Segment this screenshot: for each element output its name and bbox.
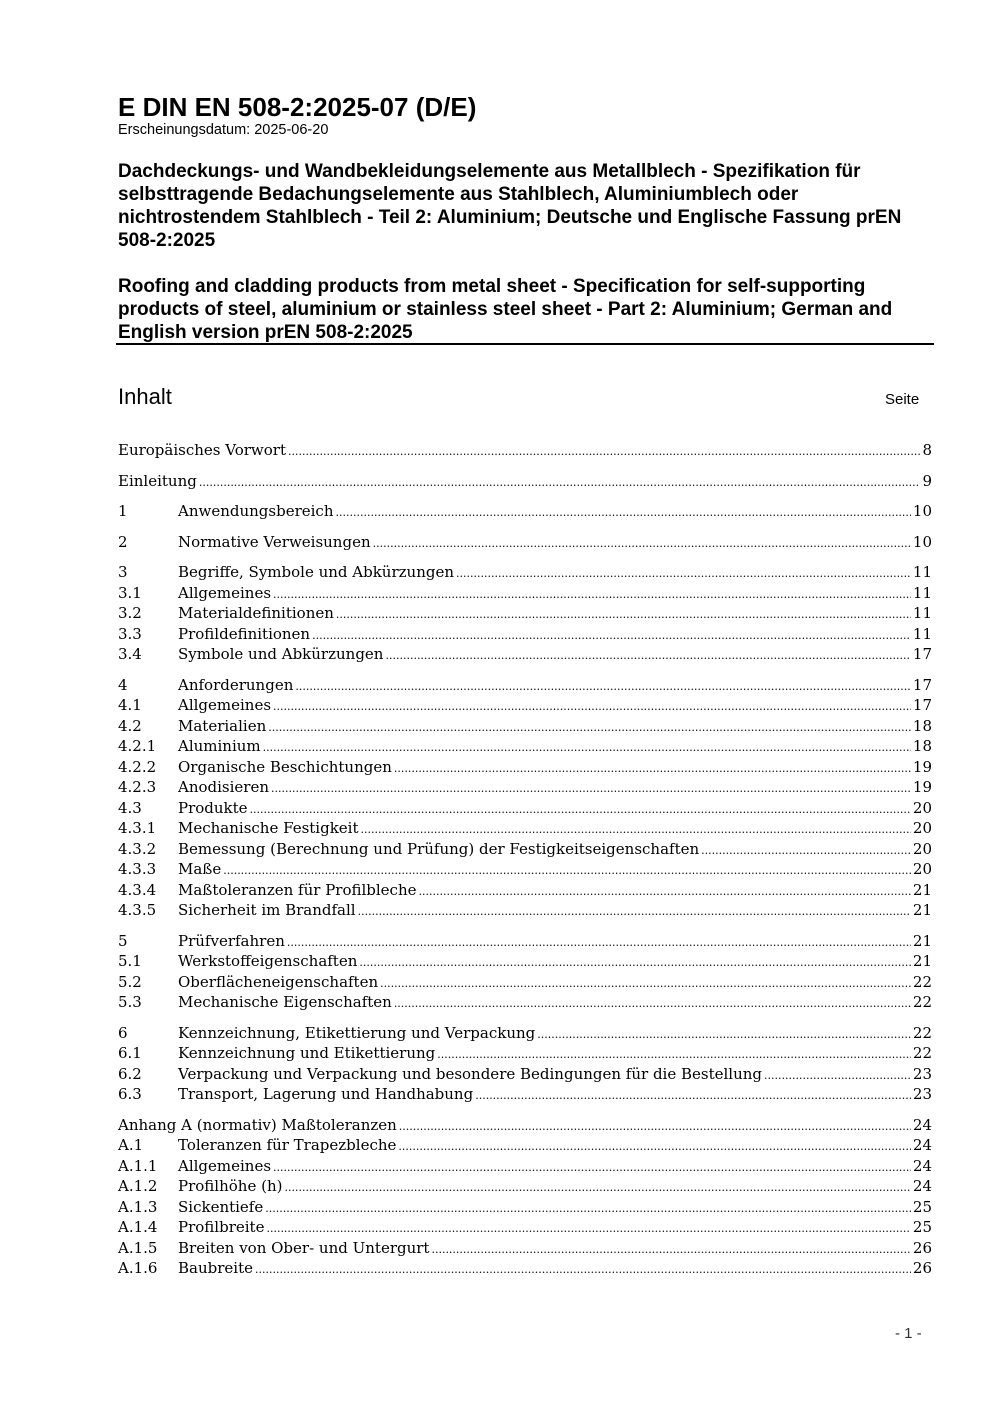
toc-entry-number: A.1.6 [118,1259,158,1277]
toc-entry[interactable] [118,859,932,880]
toc-entry-number: 5.1 [118,952,142,970]
toc-entry-page: 21 [912,901,932,919]
toc-entry-number: A.1.4 [118,1218,158,1236]
toc-entry[interactable] [118,880,932,901]
toc-entry-title: Toleranzen für Trapezbleche [178,1136,397,1154]
toc-entry[interactable] [118,1197,932,1218]
toc-entry-number: A.1.2 [118,1177,158,1195]
toc-leader-dots [255,1258,911,1281]
toc-entry-number: 3.2 [118,604,142,622]
toc-entry[interactable] [118,777,932,798]
toc-entry-number: 1 [118,502,128,520]
toc-entry-number: A.1 [118,1136,144,1154]
toc-entry-number: 5 [118,931,128,950]
toc-entry-number: 4 [118,675,128,694]
toc-entry-number: A.1.1 [118,1156,158,1175]
toc-leader-dots [271,777,911,800]
toc-leader-dots [537,1023,911,1046]
toc-entry[interactable] [118,501,932,522]
toc-heading: Inhalt [118,384,172,409]
publication-date: Erscheinungsdatum: 2025-06-20 [118,122,329,138]
toc-entry-page: 8 [922,441,932,459]
toc-entry-title: Einleitung [118,471,197,490]
toc-entry-number: 4.3.4 [118,880,157,899]
toc-entry-title: Materialien [178,716,267,735]
toc-leader-dots [223,859,911,882]
toc-entry-page: 26 [912,1259,932,1277]
toc-entry-number: 4.2.2 [118,757,157,776]
toc-leader-dots [312,624,911,647]
toc-entry[interactable] [118,1064,932,1085]
toc-entry-title: Bemessung (Berechnung und Prüfung) der Festigkeitseigenschaften [178,839,700,858]
toc-entry-page: 17 [912,696,932,714]
toc-entry[interactable] [118,695,932,716]
toc-leader-dots [394,992,911,1015]
toc-entry-title: Oberflächeneigenschaften [178,972,379,991]
toc-entry-title: Kennzeichnung, Etikettierung und Verpackung [178,1023,536,1042]
toc-entry-title: Prüfverfahren [178,931,285,950]
toc-entry-number: 6 [118,1023,128,1042]
toc-entry-title: Profilhöhe (h) [178,1177,283,1195]
toc-entry-number: A.1.5 [118,1238,158,1257]
toc-leader-dots [431,1238,910,1261]
toc-entry-title: Mechanische Eigenschaften [178,993,392,1011]
toc-leader-dots [263,736,911,759]
toc-entry-title: Organische Beschichtungen [178,757,392,776]
toc-entry[interactable] [118,798,932,819]
toc-leader-dots [360,818,910,841]
toc-entry[interactable] [118,1217,932,1238]
toc-entry-number: 4.2 [118,716,142,735]
toc-leader-dots [266,1217,910,1240]
toc-entry-page: 19 [912,757,932,776]
toc-entry[interactable] [118,1115,932,1136]
toc-entry[interactable] [118,818,932,839]
toc-entry-page: 26 [912,1238,932,1257]
toc-entry-page: 22 [912,1023,932,1042]
toc-entry-title: Aluminium [178,737,261,755]
toc-entry-number: A.1.3 [118,1197,158,1216]
toc-entry-number: 4.2.3 [118,778,157,796]
toc-entry-number: 4.3.2 [118,839,157,858]
toc-entry-number: 6.2 [118,1064,142,1083]
title-english: Roofing and cladding products from metal sheet - Specification for self-supporting products of steel, aluminium or stainless steel sheet - Part 2: Aluminium; German and English version prEN 508-2:2025 [118,276,893,343]
toc-entry-title: Anhang A (normativ) Maßtoleranzen [118,1115,397,1134]
toc-entry-title: Sicherheit im Brandfall [178,901,356,919]
page-number: - 1 - [895,1325,922,1342]
toc-entry-title: Verpackung und Verpackung und besondere Bedingungen für die Bestellung [178,1064,763,1083]
title-german: Dachdeckungs- und Wandbekleidungselemente aus Metallblech - Spezifikation für selbsttragende Bedachungselemente aus Stahlblech, Aluminiumblech oder nichtrostendem Stahlblech - Teil 2: Aluminium; Deutsche und Englische Fassung prEN 508-2:2025 [118,161,902,251]
toc-entry-number: 4.3 [118,798,142,817]
toc-entry[interactable] [118,1084,932,1105]
toc-entry-page: 24 [912,1177,932,1195]
toc-leader-dots [373,532,911,555]
toc-entry[interactable] [118,583,932,604]
toc-leader-dots [358,900,911,923]
toc-entry-page: 17 [912,645,932,663]
toc-entry-title: Profilbreite [178,1218,265,1236]
toc-entry-title: Anwendungsbereich [178,502,334,520]
toc-leader-dots [335,501,910,524]
toc-leader-dots [295,675,911,698]
toc-entry[interactable] [118,951,932,972]
toc-entry-page: 20 [912,860,932,878]
toc-entry-page: 19 [912,778,932,796]
toc-entry-title: Anforderungen [178,675,294,694]
toc-leader-dots [273,583,911,606]
toc-entry-title: Symbole und Abkürzungen [178,645,384,663]
toc-entry-number: 6.1 [118,1044,142,1062]
toc-entry-title: Allgemeines [178,696,272,714]
toc-entry-title: Profildefinitionen [178,624,311,643]
toc-leader-dots [419,880,911,903]
toc-entry[interactable] [118,839,932,860]
toc-leader-dots [764,1064,911,1087]
toc-entry-page: 24 [912,1115,932,1134]
toc-entry-page: 18 [912,737,932,755]
toc-entry-number: 4.3.3 [118,860,157,878]
toc-entry-page: 24 [912,1156,932,1175]
toc-entry-title: Normative Verweisungen [178,532,371,551]
toc-entry-title: Mechanische Festigkeit [178,819,359,837]
toc-entry-title: Werkstoffeigenschaften [178,952,358,970]
toc-entry-page: 25 [912,1197,932,1216]
toc-entry[interactable] [118,532,932,553]
toc-leader-dots [475,1084,911,1107]
toc-entry[interactable] [118,1023,932,1044]
toc-entry-number: 3.1 [118,583,142,602]
toc-entry[interactable] [118,644,932,665]
toc-entry-number: 4.2.1 [118,737,157,755]
toc-entry-page: 17 [912,675,932,694]
toc-entry-page: 21 [912,931,932,950]
table-of-contents [118,440,932,1279]
toc-entry-title: Transport, Lagerung und Handhabung [178,1085,474,1103]
toc-page-column-label: Seite [885,391,920,408]
toc-leader-dots [399,1115,911,1138]
toc-entry-number: 4.3.5 [118,901,157,919]
toc-entry-page: 9 [922,471,932,490]
toc-entry-number: 5.3 [118,993,142,1011]
toc-entry-number: 4.3.1 [118,819,157,837]
toc-entry[interactable] [118,440,932,461]
toc-entry[interactable] [118,992,932,1013]
toc-entry[interactable] [118,1043,932,1064]
toc-entry-page: 11 [912,583,932,602]
toc-entry-title: Materialdefinitionen [178,604,334,622]
toc-entry-title: Begriffe, Symbole und Abkürzungen [178,563,454,581]
toc-entry-title: Baubreite [178,1259,253,1277]
toc-entry[interactable] [118,716,932,737]
toc-leader-dots [250,798,911,821]
toc-leader-dots [701,839,911,862]
toc-entry[interactable] [118,471,932,492]
toc-entry[interactable] [118,1238,932,1259]
toc-entry[interactable] [118,603,932,624]
toc-entry-title: Anodisieren [178,778,270,796]
toc-entry-number: 4.1 [118,696,142,714]
toc-entry-title: Kennzeichnung und Etikettierung [178,1044,436,1062]
title-divider [116,343,934,345]
toc-entry-title: Maße [178,860,222,878]
toc-entry[interactable] [118,972,932,993]
toc-entry[interactable] [118,1135,932,1156]
toc-leader-dots [288,440,920,463]
toc-leader-dots [385,644,910,667]
toc-leader-dots [336,603,911,626]
toc-entry[interactable] [118,1176,932,1197]
toc-leader-dots [284,1176,910,1199]
toc-entry-page: 23 [912,1064,932,1083]
toc-entry[interactable] [118,931,932,952]
toc-leader-dots [380,972,911,995]
toc-entry-page: 22 [912,972,932,991]
document-id: E DIN EN 508-2:2025-07 (D/E) [118,92,477,122]
toc-entry-page: 24 [912,1136,932,1154]
toc-entry[interactable] [118,675,932,696]
toc-leader-dots [437,1043,911,1066]
toc-leader-dots [398,1135,911,1158]
toc-entry-number: 2 [118,532,128,551]
toc-entry-page: 25 [912,1218,932,1236]
toc-entry[interactable] [118,1156,932,1177]
toc-leader-dots [287,931,911,954]
toc-leader-dots [265,1197,911,1220]
toc-entry[interactable] [118,757,932,778]
toc-leader-dots [268,716,911,739]
toc-entry-page: 10 [912,532,932,551]
toc-entry-page: 21 [912,880,932,899]
toc-entry-title: Allgemeines [178,583,272,602]
toc-entry-title: Sickentiefe [178,1197,264,1216]
toc-entry[interactable] [118,900,932,921]
toc-leader-dots [456,562,911,585]
toc-leader-dots [273,1156,911,1179]
toc-entry[interactable] [118,562,932,583]
toc-entry-title: Maßtoleranzen für Profilbleche [178,880,417,899]
toc-entry-number: 3.4 [118,645,142,663]
toc-entry-page: 21 [912,952,932,970]
toc-entry-page: 11 [912,563,932,581]
toc-entry-page: 22 [912,993,932,1011]
toc-entry-number: 6.3 [118,1085,142,1103]
toc-entry-number: 5.2 [118,972,142,991]
toc-leader-dots [273,695,911,718]
toc-entry-title: Produkte [178,798,248,817]
toc-entry-page: 11 [912,604,932,622]
toc-entry-title: Europäisches Vorwort [118,441,286,459]
toc-entry-page: 18 [912,716,932,735]
toc-entry[interactable] [118,1258,932,1279]
toc-leader-dots [199,471,921,494]
toc-entry-title: Breiten von Ober- und Untergurt [178,1238,430,1257]
toc-entry-page: 20 [912,819,932,837]
toc-entry-page: 20 [912,839,932,858]
toc-entry-page: 10 [912,502,932,520]
toc-entry-page: 22 [912,1044,932,1062]
toc-entry-title: Allgemeines [178,1156,272,1175]
toc-entry-page: 11 [912,624,932,643]
toc-entry-number: 3 [118,563,128,581]
toc-entry[interactable] [118,624,932,645]
toc-entry-page: 23 [912,1085,932,1103]
toc-entry-page: 20 [912,798,932,817]
toc-leader-dots [359,951,911,974]
toc-entry[interactable] [118,736,932,757]
toc-entry-number: 3.3 [118,624,142,643]
toc-leader-dots [394,757,911,780]
